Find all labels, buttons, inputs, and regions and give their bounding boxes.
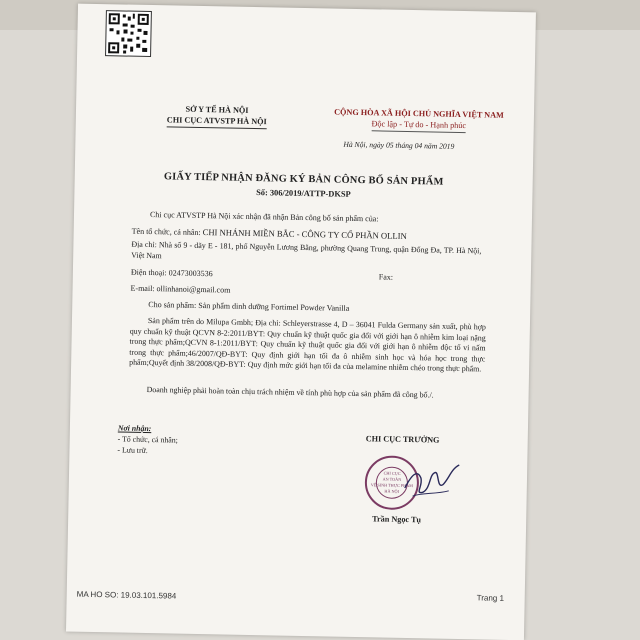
- department-name: CHI CỤC ATVSTP HÀ NỘI: [167, 114, 267, 129]
- signer-role: CHI CỤC TRƯỞNG: [365, 434, 440, 445]
- record-number: MA HO SO: 19.03.101.5984: [76, 589, 177, 601]
- qr-code-icon: [105, 10, 152, 57]
- organization-row: [132, 226, 407, 241]
- fax-label: Fax:: [378, 272, 394, 282]
- product-text: Cho sản phẩm: Sản phẩm dinh dưỡng Fortimel Powder Vanilla: [148, 300, 350, 313]
- stamp-text: HÀ NỘI: [384, 488, 400, 494]
- email-text: E-mail: ollinhanoi@gmail.com: [130, 283, 231, 295]
- recipients-label: Nơi nhận:: [117, 423, 152, 434]
- motto: Độc lập - Tự do - Hạnh phúc: [371, 118, 466, 133]
- national-motto: [314, 106, 524, 134]
- issuer-header: [142, 103, 292, 130]
- phone-text: Điện thoại: 02473003536: [130, 267, 213, 279]
- address-text: Địa chỉ: Nhà số 9 - dãy E - 181, phố Nguyễn Lương Bằng, phường Quang Trung, quận Đống Đa, TP. Hà Nội, Việt Nam: [131, 239, 482, 260]
- document-page: [66, 4, 536, 640]
- recipients-block: [117, 422, 178, 456]
- page-number: Trang 1: [476, 593, 505, 603]
- intro-text: Chi cục ATVSTP Hà Nội xác nhận đã nhận Bản công bố sản phẩm của:: [149, 210, 379, 224]
- recipient-item: - Lưu trữ.: [117, 445, 148, 456]
- ministry-name: SỞ Y TẾ HÀ NỘI: [185, 104, 249, 115]
- signer-name: Trần Ngọc Tụ: [372, 514, 422, 525]
- issue-date: Hà Nội, ngày 05 tháng 04 năm 2019: [343, 139, 455, 151]
- organization-value: CHI NHÁNH MIỀN BẮC - CÔNG TY CỔ PHẦN OLLIN: [202, 227, 407, 241]
- stamp-text: VỆ SINH THỰC PHẨM: [370, 482, 413, 489]
- organization-label: Tên tổ chức, cá nhân:: [131, 226, 201, 237]
- responsibility-text: Doanh nghiệp phải hoàn toàn chịu trách nhiệm về tính phù hợp của sản phẩm đã công bố./.: [146, 384, 434, 400]
- country-name: CỘNG HÒA XÃ HỘI CHỦ NGHĨA VIỆT NAM: [334, 107, 504, 120]
- document-number: Số: 306/2019/ATTP-DKSP: [256, 188, 351, 199]
- recipient-item: - Tổ chức, cá nhân;: [117, 434, 178, 445]
- stamp-text: CHI CỤC: [383, 470, 401, 476]
- manufacturer-text: Sản phẩm trên do Milupa Gmbh; Địa chỉ: Schleyerstrasse 4, D – 36041 Fulda Germany sản xuất, phù hợp quy chuẩn kỹ thuật QCVN 8-2:2011/BYT: Quy chuẩn kỹ thuật quốc gia đối với giới hạn ô nhiễm kim loại nặng trong thực phẩm;QCVN 8-1:2011/BYT: Quy chuẩn kỹ thuật quốc gia đối với giới hạn ô nhiễm độc tố vi nấm trong thực phẩm;46/2007/QĐ-BYT: Quy định giới hạn tối đa ô nhiễm sinh học và hóa học trong thực phẩm;Quyết định 38/2008/QĐ-BYT: Quy định mức giới hạn tối đa của melamine nhiễm chéo trong thực phẩm.: [129, 316, 486, 374]
- handwritten-signature: [400, 458, 463, 510]
- document-title: GIẤY TIẾP NHẬN ĐĂNG KÝ BẢN CÔNG BỐ SẢN PHẨM: [163, 171, 444, 188]
- stamp-text: AN TOÀN: [382, 476, 402, 482]
